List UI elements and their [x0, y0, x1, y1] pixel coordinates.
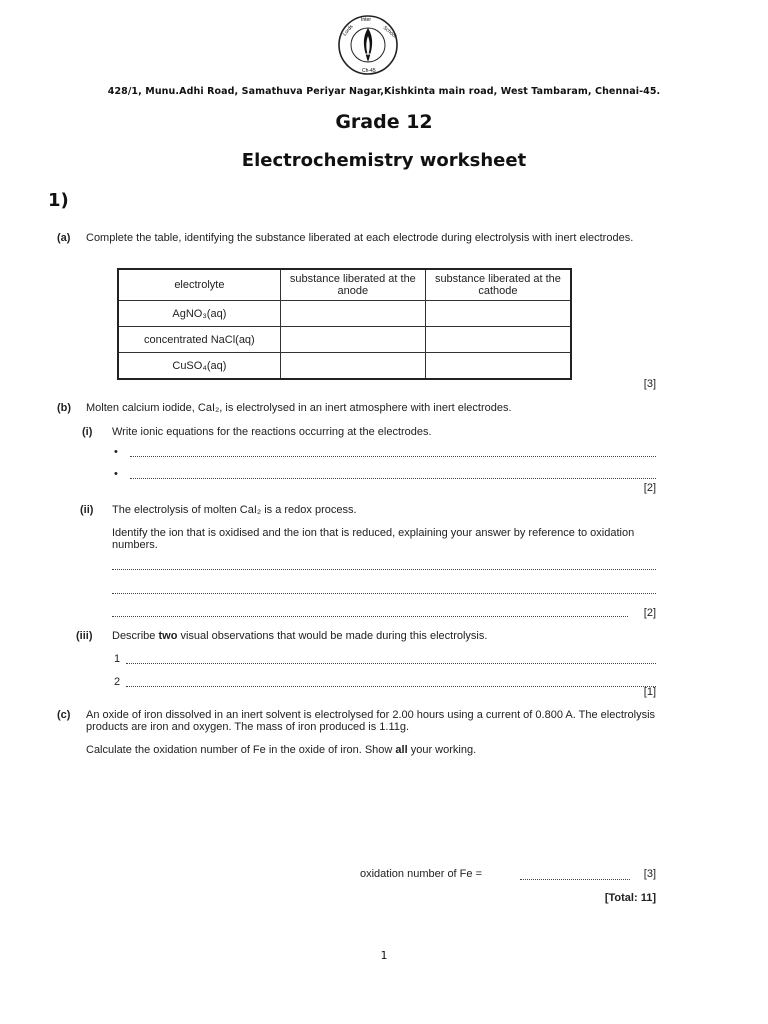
- svg-text:Lords: Lords: [341, 23, 355, 38]
- part-c-text2-bold: all: [395, 744, 408, 756]
- table-header: substance liberated at the cathode: [425, 269, 571, 301]
- page-number: 1: [380, 949, 388, 962]
- part-c-text2: [86, 744, 661, 756]
- answer-cell[interactable]: [280, 353, 425, 380]
- line-number: 2: [114, 676, 121, 688]
- answer-cell[interactable]: [425, 353, 571, 380]
- part-c-text: An oxide of iron dissolved in an inert solvent is electrolysed for 2.00 hours using a current of 0.800 A. The electrolysis products are iron and oxygen. The mass of iron produced is 1.11g.: [86, 709, 656, 733]
- line-number: 1: [114, 653, 121, 665]
- part-b-ii-label: (ii): [80, 504, 94, 516]
- part-c-text2-pre: Calculate the oxidation number of Fe in the oxide of iron. Show: [86, 744, 393, 756]
- answer-cell[interactable]: [280, 327, 425, 353]
- svg-text:Inter: Inter: [361, 17, 372, 23]
- part-b-iii-label: (iii): [76, 630, 93, 642]
- part-b-iii-text-post: visual observations that would be made during this electrolysis.: [180, 630, 488, 642]
- question-number: 1): [48, 190, 69, 211]
- total-marks: [Total: 11]: [604, 892, 656, 904]
- answer-line[interactable]: [112, 593, 656, 594]
- part-a-marks: [3]: [643, 378, 656, 390]
- answer-line[interactable]: [112, 569, 656, 570]
- answer-line[interactable]: [112, 616, 628, 617]
- part-b-i-text: Write ionic equations for the reactions occurring at the electrodes.: [112, 426, 432, 438]
- answer-line[interactable]: [130, 478, 656, 479]
- part-a-label: (a): [57, 232, 71, 244]
- electrolysis-table: [117, 268, 572, 380]
- bullet: •: [114, 468, 118, 480]
- table-cell: AgNO₃(aq): [118, 301, 280, 327]
- part-b-ii-text2: Identify the ion that is oxidised and the ion that is reduced, explaining your answer by reference to oxidation numbers.: [112, 527, 635, 551]
- answer-cell[interactable]: [425, 301, 571, 327]
- svg-text:Ch-45: Ch-45: [362, 68, 376, 74]
- table-row: [118, 301, 571, 327]
- part-c-label: (c): [57, 709, 71, 721]
- school-logo: [337, 14, 399, 76]
- part-b-iii-marks: [1]: [643, 686, 656, 698]
- part-c-text2-post: your working.: [410, 744, 477, 756]
- table-row: [118, 327, 571, 353]
- part-b-text: Molten calcium iodide, CaI₂, is electrolysed in an inert atmosphere with inert electrodes.: [86, 402, 512, 414]
- svg-text:School: School: [381, 24, 398, 40]
- school-address: 428/1, Munu.Adhi Road, Samathuva Periyar Nagar,Kishkinta main road, West Tambaram, Chennai-45.: [107, 86, 661, 97]
- part-b-i-marks: [2]: [643, 482, 656, 494]
- part-b-iii-text-pre: Describe: [112, 630, 156, 642]
- table-cell: concentrated NaCl(aq): [118, 327, 280, 353]
- answer-label: oxidation number of Fe =: [360, 868, 482, 880]
- table-row: [118, 353, 571, 380]
- table-header: electrolyte: [118, 269, 280, 301]
- part-a-text: Complete the table, identifying the substance liberated at each electrode during electrolysis with inert electrodes.: [86, 232, 634, 244]
- part-b-ii-marks: [2]: [643, 607, 656, 619]
- bullet: •: [114, 446, 118, 458]
- grade-heading: Grade 12: [335, 111, 433, 133]
- part-b-iii-text: [112, 630, 657, 642]
- part-b-i-label: (i): [82, 426, 93, 438]
- table-header: substance liberated at the anode: [280, 269, 425, 301]
- part-b-ii-text: The electrolysis of molten CaI₂ is a redox process.: [112, 504, 357, 516]
- answer-cell[interactable]: [280, 301, 425, 327]
- answer-line[interactable]: [130, 456, 656, 457]
- part-b-label: (b): [57, 402, 72, 414]
- answer-line[interactable]: [126, 663, 656, 664]
- worksheet-title: Electrochemistry worksheet: [241, 150, 527, 171]
- part-c-marks: [3]: [643, 868, 656, 880]
- part-b-iii-text-bold: two: [158, 630, 178, 642]
- table-header-row: [118, 269, 571, 301]
- answer-cell[interactable]: [425, 327, 571, 353]
- table-cell: CuSO₄(aq): [118, 353, 280, 380]
